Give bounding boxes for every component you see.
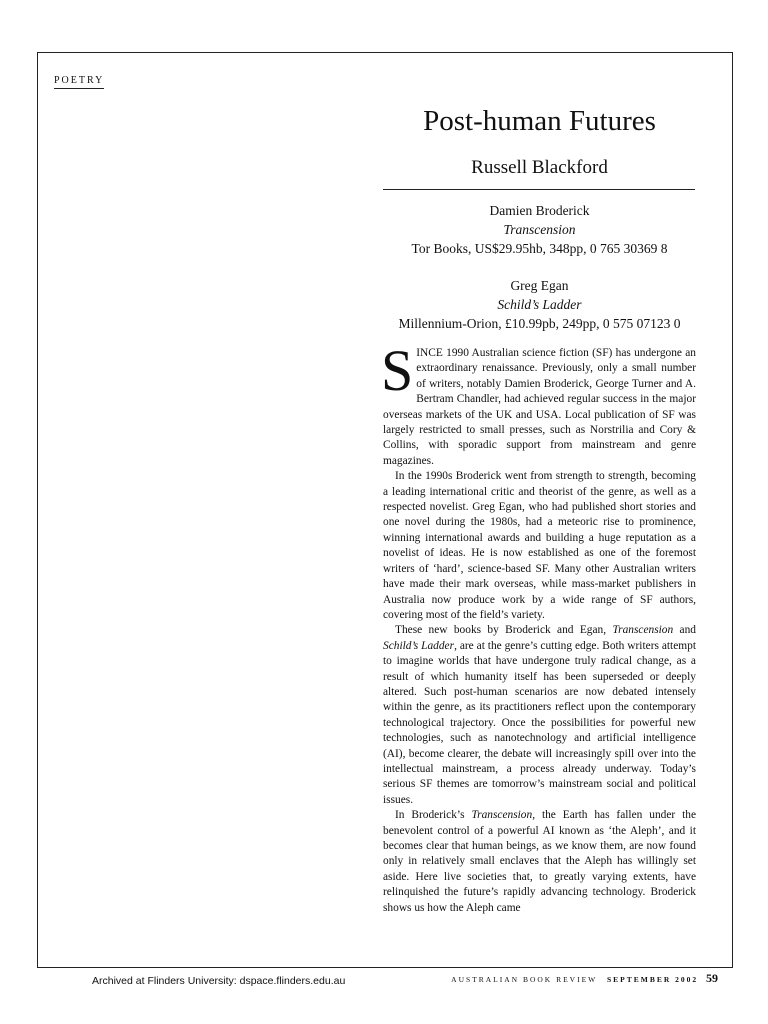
paragraph-text: In Broderick’s [395,809,472,822]
paragraph-text: INCE 1990 Australian science fiction (SF) has undergone an extraordinary renaissance. Previously, only a small number of writers, notably Damien Broderick, George Turner and A. Bertram Chandler, had achieved regular success in the major overseas markets of the UK and USA. Local publication of SF was largely restricted to small presses, such as Norstrilia and Cory & Collins, with sporadic support from mainstream and genre magazines. [383,347,696,467]
book-details: Tor Books, US$29.95hb, 348pp, 0 765 30369 8 [411,241,668,256]
book-title: Schild’s Ladder [497,297,582,312]
book-title: Transcension [503,222,576,237]
book-title-ref: Schild’s Ladder [383,639,455,652]
paragraph-text: , are at the genre’s cutting edge. Both writers attempt to imagine worlds that have undergone truly radical change, as a result of which humanity itself has been superseded or deeply altered. Such post-human scenarios are now debated intensely within the genre, as its practitioners reflect upon the contemporary technological trajectory. Once the possibilities for powerful new technologies, such as nanotechnology and artificial intelligence (AI), become clearer, the debate will increasingly spill over into the intellectual mainstream, a process already underway. Today’s serious SF themes are tomorrow’s mainstream social and political issues. [383,639,696,806]
running-footer [451,970,718,988]
paragraph-text: , the Earth has fallen under the benevolent control of a powerful AI known as ‘the Aleph’, and it becomes clear that human beings, as we know them, are now found only in relatively small enclaves that the Aleph has willingly set aside. Here live societies that, to greatly varying extents, have relinquished the future’s rapidly advancing technology. Broderick shows us how the Aleph came [383,809,696,914]
paragraph-text: These new books by Broderick and Egan, [395,624,613,637]
paragraph-text: and [673,624,696,637]
book-author: Damien Broderick [489,203,590,218]
body-paragraph: In the 1990s Broderick went from strength to strength, becoming a leading international critic and theorist of the genre, as well as a respected novelist. Greg Egan, who had published short stories and one novel during the 1980s, had a meteoric rise to prominence, winning international awards and building a huge reputation as a novelist of ideas. He is now established as one of the foremost writers of ‘hard’, science-based SF. Many other Australian writers have made their mark overseas, while mass-market publishers in Australia now produce work by a wide range of SF authors, covering most of the field’s variety. [383,470,696,621]
book-title-ref: Transcension [612,624,674,637]
book-entry [383,201,696,258]
issue-date: SEPTEMBER 2002 [606,975,699,984]
book-entry [383,276,696,333]
book-details: Millennium-Orion, £10.99pb, 249pp, 0 575 07123 0 [398,316,681,331]
archive-note: Archived at Flinders University: dspace.flinders.edu.au [92,975,346,987]
article-body [381,338,696,916]
drop-cap: S [381,338,414,403]
body-paragraph [383,623,696,808]
book-title-ref: Transcension [471,809,533,822]
page-number: 59 [706,971,718,985]
section-label: POETRY [54,75,104,89]
body-paragraph [383,808,696,916]
article-author: Russell Blackford [471,157,608,178]
article-title: Post-human Futures [423,105,656,137]
body-paragraph [381,338,696,469]
book-author: Greg Egan [510,278,569,293]
title-divider [383,189,695,190]
publication-name: AUSTRALIAN BOOK REVIEW [451,975,598,984]
